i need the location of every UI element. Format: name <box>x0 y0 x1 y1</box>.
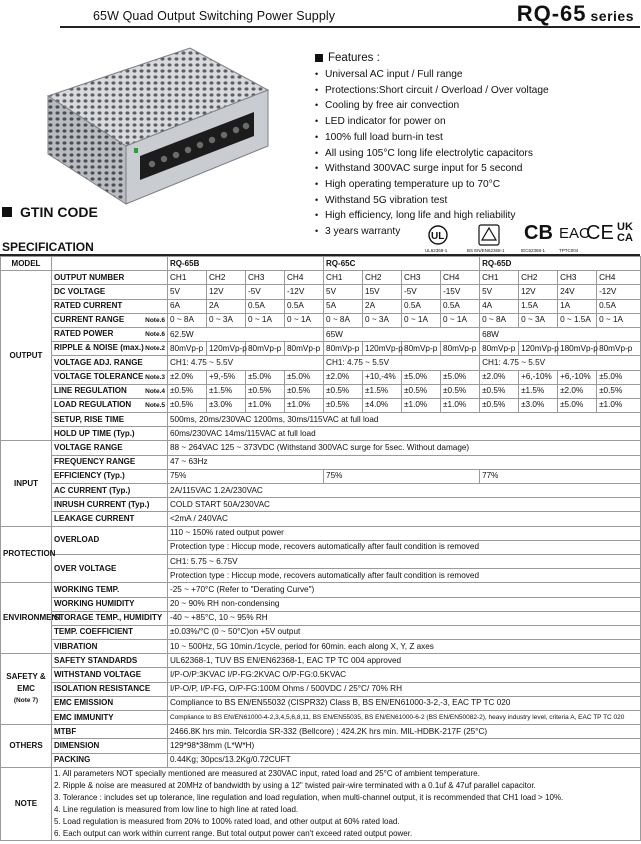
table-cell: 0 ~ 3A <box>207 313 246 327</box>
note-line: 4. Line regulation is measured from low line to high line at rated load. <box>54 804 299 814</box>
table-row <box>1 398 641 412</box>
table-cell: 4A <box>480 299 519 313</box>
table-cell: 77% <box>480 469 641 483</box>
group-label: INPUT <box>1 441 52 526</box>
row-label-cell <box>52 583 168 597</box>
row-label: TEMP. COEFFICIENT <box>54 627 133 637</box>
features-section <box>315 52 640 240</box>
table-row <box>1 484 641 498</box>
table-cell: 47 ~ 63Hz <box>168 455 641 469</box>
table-row <box>1 299 641 313</box>
table-row <box>1 753 641 767</box>
table-cell: 120mVp-p <box>207 342 246 356</box>
table-row <box>1 441 641 455</box>
note-line: 5. Load regulation is measured from 20% to 100% rated load, and other output at 60% rated load. <box>54 816 400 826</box>
table-row <box>1 526 641 540</box>
table-cell: 2466.8K hrs min. Telcordia SR-332 (Bellcore) ; 424.2K hrs min. MIL-HDBK-217F (25°C) <box>168 725 641 739</box>
row-label-cell <box>52 455 168 469</box>
table-cell: 15V <box>363 285 402 299</box>
row-label: AC CURRENT (Typ.) <box>54 485 131 495</box>
group-label: NOTE <box>1 767 52 840</box>
row-label-cell <box>52 625 168 639</box>
table-cell: CH3 <box>402 271 441 285</box>
table-cell: ±1.5% <box>363 384 402 398</box>
table-cell: 110 ~ 150% rated output power <box>168 526 641 540</box>
table-row <box>1 583 641 597</box>
features-heading: Features : <box>315 52 640 64</box>
table-row <box>1 640 641 654</box>
table-cell: ±0.5% <box>597 384 641 398</box>
table-cell: 5V <box>324 285 363 299</box>
table-cell: CH2 <box>519 271 558 285</box>
feature-item: • High operating temperature up to 70°C <box>315 177 640 193</box>
group-label: OTHERS <box>1 725 52 768</box>
row-label: EFFICIENCY (Typ.) <box>54 471 125 481</box>
table-row <box>1 370 641 384</box>
feature-item: • 3 years warranty <box>315 224 640 240</box>
row-label: STORAGE TEMP., HUMIDITY <box>54 613 163 623</box>
table-cell: 0 ~ 3A <box>363 313 402 327</box>
row-note-ref: Note.6 <box>145 316 165 324</box>
table-cell: 75% <box>168 469 324 483</box>
certification-marks <box>425 222 640 256</box>
table-cell: +6,-10% <box>558 370 597 384</box>
model-name: RQ-65 <box>516 1 587 26</box>
table-cell: ±0.5% <box>168 398 207 412</box>
table-cell: 68W <box>480 327 641 341</box>
cb-mark: CB <box>524 222 553 244</box>
row-label-cell <box>52 384 168 398</box>
table-cell: 20 ~ 90% RH non-condensing <box>168 597 641 611</box>
table-cell: ±0.5% <box>324 398 363 412</box>
table-cell: 0.5A <box>441 299 480 313</box>
row-label-cell <box>52 526 168 554</box>
table-row <box>1 739 641 753</box>
feature-item: • All using 105°C long life electrolytic capacitors <box>315 146 640 162</box>
table-cell: 80mVp-p <box>324 342 363 356</box>
table-row <box>1 654 641 668</box>
table-cell: 80mVp-p <box>402 342 441 356</box>
table-cell: 0 ~ 3A <box>519 313 558 327</box>
table-row <box>1 682 641 696</box>
group-label-line: (Note 7) <box>13 697 39 705</box>
table-cell: -40 ~ +85°C, 10 ~ 95% RH <box>168 611 641 625</box>
row-label: HOLD UP TIME (Typ.) <box>54 428 135 438</box>
table-cell: 2A <box>207 299 246 313</box>
gtin-heading: GTIN CODE <box>2 204 98 220</box>
table-row <box>1 597 641 611</box>
table-row <box>1 625 641 639</box>
row-label-cell <box>52 469 168 483</box>
row-label-cell <box>52 484 168 498</box>
table-cell: 180mVp-p <box>558 342 597 356</box>
table-cell: ±3.0% <box>207 398 246 412</box>
table-row <box>1 413 641 427</box>
table-row <box>1 427 641 441</box>
notes-cell <box>52 767 641 840</box>
row-label: WITHSTAND VOLTAGE <box>54 670 142 680</box>
table-cell: CH4 <box>285 271 324 285</box>
row-label-cell <box>52 640 168 654</box>
table-cell: 5V <box>480 285 519 299</box>
table-cell: Compliance to BS EN/EN55032 (CISPR32) Class B, BS EN/EN61000-3-2,-3, EAC TP TC 020 <box>168 696 641 710</box>
table-cell: 80mVp-p <box>441 342 480 356</box>
svg-text:UL: UL <box>431 231 445 242</box>
table-cell: ±0.5% <box>246 384 285 398</box>
table-row <box>1 327 641 341</box>
feature-item: • Protections:Short circuit / Overload / Over voltage <box>315 83 640 99</box>
table-cell: 80mVp-p <box>285 342 324 356</box>
feature-item: • High efficiency, long life and high reliability <box>315 208 640 224</box>
row-label: WORKING HUMIDITY <box>54 599 135 609</box>
cb-caption: IEC62368-1 <box>521 248 546 253</box>
table-cell: ±0.5% <box>324 384 363 398</box>
table-cell: ±5.0% <box>441 370 480 384</box>
row-label: DC VOLTAGE <box>54 286 106 296</box>
table-cell: +10,-4% <box>363 370 402 384</box>
table-cell: 0 ~ 8A <box>168 313 207 327</box>
row-note-ref: Note.5 <box>145 401 165 409</box>
row-label: OUTPUT NUMBER <box>54 272 125 282</box>
row-label: MTBF <box>54 726 77 736</box>
table-row <box>1 767 641 840</box>
table-cell: ±5.0% <box>558 398 597 412</box>
table-cell: CH4 <box>597 271 641 285</box>
table-cell: ±2.0% <box>558 384 597 398</box>
model-title <box>517 1 634 27</box>
table-cell: ±1.5% <box>207 384 246 398</box>
table-cell: ±4.0% <box>363 398 402 412</box>
row-label-cell <box>52 725 168 739</box>
table-cell: 60ms/230VAC 14ms/115VAC at full load <box>168 427 641 441</box>
table-cell: CH1 <box>168 271 207 285</box>
group-label <box>1 654 52 725</box>
table-row <box>1 725 641 739</box>
row-label: VIBRATION <box>54 641 98 651</box>
table-row <box>1 455 641 469</box>
table-cell: COLD START 50A/230VAC <box>168 498 641 512</box>
row-label-cell <box>52 398 168 412</box>
row-label: RIPPLE & NOISE (max.) <box>54 343 144 353</box>
table-cell: ±1.5% <box>519 384 558 398</box>
table-cell: 5A <box>324 299 363 313</box>
table-cell: 1A <box>558 299 597 313</box>
row-note-ref: Note.2 <box>145 345 165 353</box>
row-label: SAFETY STANDARDS <box>54 655 138 665</box>
row-label-cell <box>52 327 168 341</box>
row-label: LEAKAGE CURRENT <box>54 513 135 523</box>
row-label: FREQUENCY RANGE <box>54 457 136 467</box>
table-cell: CH1: 4.75 ~ 5.5V <box>324 356 480 370</box>
tuv-mark-icon <box>477 224 501 246</box>
ce-mark: CE <box>586 222 614 244</box>
table-cell: ±0.5% <box>168 384 207 398</box>
table-cell: ±1.0% <box>285 398 324 412</box>
table-cell: 80mVp-p <box>597 342 641 356</box>
table-cell: 0.44Kg; 30pcs/13.2Kg/0.72CUFT <box>168 753 641 767</box>
table-cell: ±1.0% <box>246 398 285 412</box>
row-label: OVER VOLTAGE <box>54 563 117 573</box>
page-header <box>0 0 640 30</box>
feature-item: • LED indicator for power on <box>315 114 640 130</box>
bullet-square-icon <box>315 54 323 62</box>
table-cell: ±2.0% <box>168 370 207 384</box>
note-line: 2. Ripple & noise are measured at 20MHz of bandwidth by using a 12" twisted pair-wire terminated with a 0.1uf & 47uf parallel capacitor. <box>54 780 536 790</box>
tuv-caption: BS EN/EN62368-1 <box>467 248 505 253</box>
table-cell: ±1.0% <box>597 398 641 412</box>
feature-item: • Universal AC input / Full range <box>315 67 640 83</box>
table-cell: 0 ~ 1A <box>246 313 285 327</box>
table-cell: 80mVp-p <box>168 342 207 356</box>
table-cell: 2A/115VAC 1.2A/230VAC <box>168 484 641 498</box>
row-label-cell <box>52 696 168 710</box>
table-cell: 10 ~ 500Hz, 5G 10min./1cycle, period for 60min. each along X, Y, Z axes <box>168 640 641 654</box>
table-cell: -12V <box>597 285 641 299</box>
table-row <box>1 711 641 725</box>
table-row <box>1 498 641 512</box>
row-label-cell <box>52 299 168 313</box>
table-cell: -12V <box>285 285 324 299</box>
table-cell: 80mVp-p <box>480 342 519 356</box>
ul-caption: UL62368-1 <box>425 248 448 253</box>
table-cell: ±3.0% <box>519 398 558 412</box>
row-label-cell <box>52 370 168 384</box>
table-cell: Protection type : Hiccup mode, recovers automatically after fault condition is removed <box>168 569 641 583</box>
table-cell: ±5.0% <box>285 370 324 384</box>
table-cell: 0 ~ 1A <box>402 313 441 327</box>
table-cell: 0 ~ 1A <box>597 313 641 327</box>
table-cell: Protection type : Hiccup mode, recovers automatically after fault condition is removed <box>168 540 641 554</box>
table-cell: 88 ~ 264VAC 125 ~ 373VDC (Withstand 300VAC surge for 5sec. Without damage) <box>168 441 641 455</box>
row-label-cell <box>52 285 168 299</box>
table-cell: +6,-10% <box>519 370 558 384</box>
table-row <box>1 342 641 356</box>
row-label-cell <box>52 654 168 668</box>
page-title: 65W Quad Output Switching Power Supply <box>93 9 336 23</box>
table-cell: CH1: 4.75 ~ 5.5V <box>480 356 641 370</box>
features-list <box>315 67 640 240</box>
model-name: RQ-65B <box>168 257 324 271</box>
row-label-cell <box>52 739 168 753</box>
table-cell: ±0.5% <box>480 384 519 398</box>
table-row <box>1 257 641 271</box>
group-label: OUTPUT <box>1 271 52 441</box>
table-cell: ±1.0% <box>441 398 480 412</box>
table-row <box>1 271 641 285</box>
row-label-cell <box>52 498 168 512</box>
row-note-ref: Note.6 <box>145 331 165 339</box>
table-cell: -5V <box>246 285 285 299</box>
table-cell: I/P-O/P:3KVAC I/P-FG:2KVAC O/P-FG:0.5KVAC <box>168 668 641 682</box>
table-cell: CH4 <box>441 271 480 285</box>
row-label: ISOLATION RESISTANCE <box>54 684 151 694</box>
row-label: LINE REGULATION <box>54 385 127 395</box>
feature-item: • Cooling by free air convection <box>315 98 640 114</box>
table-cell: Compliance to BS EN/EN61000-4-2,3,4,5,6,8,11, BS EN/EN55035, BS EN/EN61000-6-2 (BS EN/EN50082-2), heavy industry level, criteria A, EAC TP TC 020 <box>168 711 641 725</box>
table-cell: 120mVp-p <box>519 342 558 356</box>
table-cell: 24V <box>558 285 597 299</box>
row-label: VOLTAGE ADJ. RANGE <box>54 357 143 367</box>
row-label-cell <box>52 427 168 441</box>
table-cell: 0 ~ 1.5A <box>558 313 597 327</box>
table-row <box>1 469 641 483</box>
table-cell: 5V <box>168 285 207 299</box>
eac-mark: EAC <box>559 225 590 242</box>
table-cell: ±0.5% <box>441 384 480 398</box>
table-cell: -25 ~ +70°C (Refer to "Derating Curve") <box>168 583 641 597</box>
table-cell: ±5.0% <box>597 370 641 384</box>
table-cell: CH1 <box>324 271 363 285</box>
table-cell: ±5.0% <box>402 370 441 384</box>
table-row <box>1 512 641 526</box>
table-cell: 0.5A <box>285 299 324 313</box>
row-label-cell <box>52 356 168 370</box>
table-cell: CH1 <box>480 271 519 285</box>
row-label-cell <box>52 313 168 327</box>
table-cell: ±0.03%/°C (0 ~ 50°C)on +5V output <box>168 625 641 639</box>
row-label: EMC IMMUNITY <box>54 712 114 722</box>
row-label-cell <box>52 753 168 767</box>
note-line: 3. Tolerance : includes set up tolerance, line regulation and load regulation, when multi-channel output, it is recommended that CH1 load > 10%. <box>54 792 564 802</box>
model-label: MODEL <box>1 257 52 271</box>
table-row <box>1 611 641 625</box>
row-label-cell <box>52 342 168 356</box>
row-label-cell <box>52 271 168 285</box>
group-label-line: EMC <box>17 684 35 694</box>
series-label: series <box>590 8 634 24</box>
table-cell: 0.5A <box>402 299 441 313</box>
table-row <box>1 285 641 299</box>
row-label: WORKING TEMP. <box>54 584 120 594</box>
row-label: RATED POWER <box>54 329 114 339</box>
row-label: VOLTAGE RANGE <box>54 443 123 453</box>
table-cell: ±5.0% <box>246 370 285 384</box>
group-label-line: SAFETY & <box>6 672 46 682</box>
model-name: RQ-65D <box>480 257 641 271</box>
table-row <box>1 668 641 682</box>
row-label-cell <box>52 413 168 427</box>
feature-item: • Withstand 5G vibration test <box>315 193 640 209</box>
row-label: LOAD REGULATION <box>54 399 132 409</box>
row-label-cell <box>52 668 168 682</box>
model-name: RQ-65C <box>324 257 480 271</box>
table-cell: 12V <box>207 285 246 299</box>
row-label: EMC EMISSION <box>54 698 114 708</box>
row-label-cell <box>52 441 168 455</box>
table-cell: -5V <box>402 285 441 299</box>
table-cell: ±0.5% <box>480 398 519 412</box>
table-row <box>1 356 641 370</box>
table-cell: 75% <box>324 469 480 483</box>
ul-mark-icon <box>427 224 449 246</box>
table-cell: 0.5A <box>597 299 641 313</box>
table-cell: ±2.0% <box>480 370 519 384</box>
row-note-ref: Note.3 <box>145 373 165 381</box>
ukca-mark: UK CA <box>617 221 633 244</box>
specification-table <box>0 256 641 841</box>
specification-title: SPECIFICATION <box>2 240 94 254</box>
row-label-cell <box>52 512 168 526</box>
table-row <box>1 384 641 398</box>
product-photo <box>40 38 276 210</box>
row-label: OVERLOAD <box>54 535 100 545</box>
eac-caption: TPTC004 <box>559 248 579 253</box>
row-note-ref: Note.4 <box>145 387 165 395</box>
header-rule <box>60 26 640 28</box>
group-label: PROTECTION <box>1 526 52 583</box>
row-label-cell <box>52 554 168 582</box>
table-cell: 65W <box>324 327 480 341</box>
table-cell: CH1: 5.75 ~ 6.75V <box>168 554 641 568</box>
table-cell: -15V <box>441 285 480 299</box>
table-cell: 2A <box>363 299 402 313</box>
row-label: SETUP, RISE TIME <box>54 414 125 424</box>
table-cell: 0 ~ 1A <box>285 313 324 327</box>
table-cell: 0 ~ 8A <box>480 313 519 327</box>
table-cell: I/P-O/P, I/P-FG, O/P-FG:100M Ohms / 500VDC / 25°C/ 70% RH <box>168 682 641 696</box>
table-cell: 500ms, 20ms/230VAC 1200ms, 30ms/115VAC at full load <box>168 413 641 427</box>
table-row <box>1 696 641 710</box>
row-label: CURRENT RANGE <box>54 314 125 324</box>
table-cell: ±2.0% <box>324 370 363 384</box>
feature-item: • Withstand 300VAC surge input for 5 second <box>315 161 640 177</box>
row-label: RATED CURRENT <box>54 301 123 311</box>
table-cell: 12V <box>519 285 558 299</box>
table-cell: 0 ~ 1A <box>441 313 480 327</box>
table-cell: <2mA / 240VAC <box>168 512 641 526</box>
table-row <box>1 554 641 568</box>
table-row <box>1 313 641 327</box>
table-cell: CH1: 4.75 ~ 5.5V <box>168 356 324 370</box>
spacer-cell <box>52 257 168 271</box>
group-label: ENVIRONMENT <box>1 583 52 654</box>
row-label: DIMENSION <box>54 740 100 750</box>
row-label-cell <box>52 597 168 611</box>
table-cell: CH2 <box>363 271 402 285</box>
table-cell: 80mVp-p <box>246 342 285 356</box>
table-cell: ±0.5% <box>285 384 324 398</box>
table-cell: UL62368-1, TUV BS EN/EN62368-1, EAC TP TC 004 approved <box>168 654 641 668</box>
table-cell: ±0.5% <box>402 384 441 398</box>
row-label: PACKING <box>54 755 91 765</box>
table-cell: CH3 <box>558 271 597 285</box>
note-line: 6. Each output can work within current range. But total output power can't exceed rated output power. <box>54 828 413 838</box>
bullet-square-icon <box>2 207 12 217</box>
table-cell: CH2 <box>207 271 246 285</box>
table-cell: ±1.0% <box>402 398 441 412</box>
row-label: INRUSH CURRENT (Typ.) <box>54 499 150 509</box>
row-label-cell <box>52 711 168 725</box>
table-cell: 120mVp-p <box>363 342 402 356</box>
row-label-cell <box>52 682 168 696</box>
table-cell: CH3 <box>246 271 285 285</box>
note-line: 1. All parameters NOT specially mentioned are measured at 230VAC input, rated load and 25°C of ambient temperature. <box>54 768 480 778</box>
table-cell: 0.5A <box>246 299 285 313</box>
table-cell: +9,-5% <box>207 370 246 384</box>
table-cell: 129*98*38mm (L*W*H) <box>168 739 641 753</box>
row-label-cell <box>52 611 168 625</box>
table-cell: 6A <box>168 299 207 313</box>
feature-item: • 100% full load burn-in test <box>315 130 640 146</box>
table-cell: 1.5A <box>519 299 558 313</box>
table-cell: 62.5W <box>168 327 324 341</box>
table-cell: 0 ~ 8A <box>324 313 363 327</box>
row-label: VOLTAGE TOLERANCE <box>54 371 144 381</box>
